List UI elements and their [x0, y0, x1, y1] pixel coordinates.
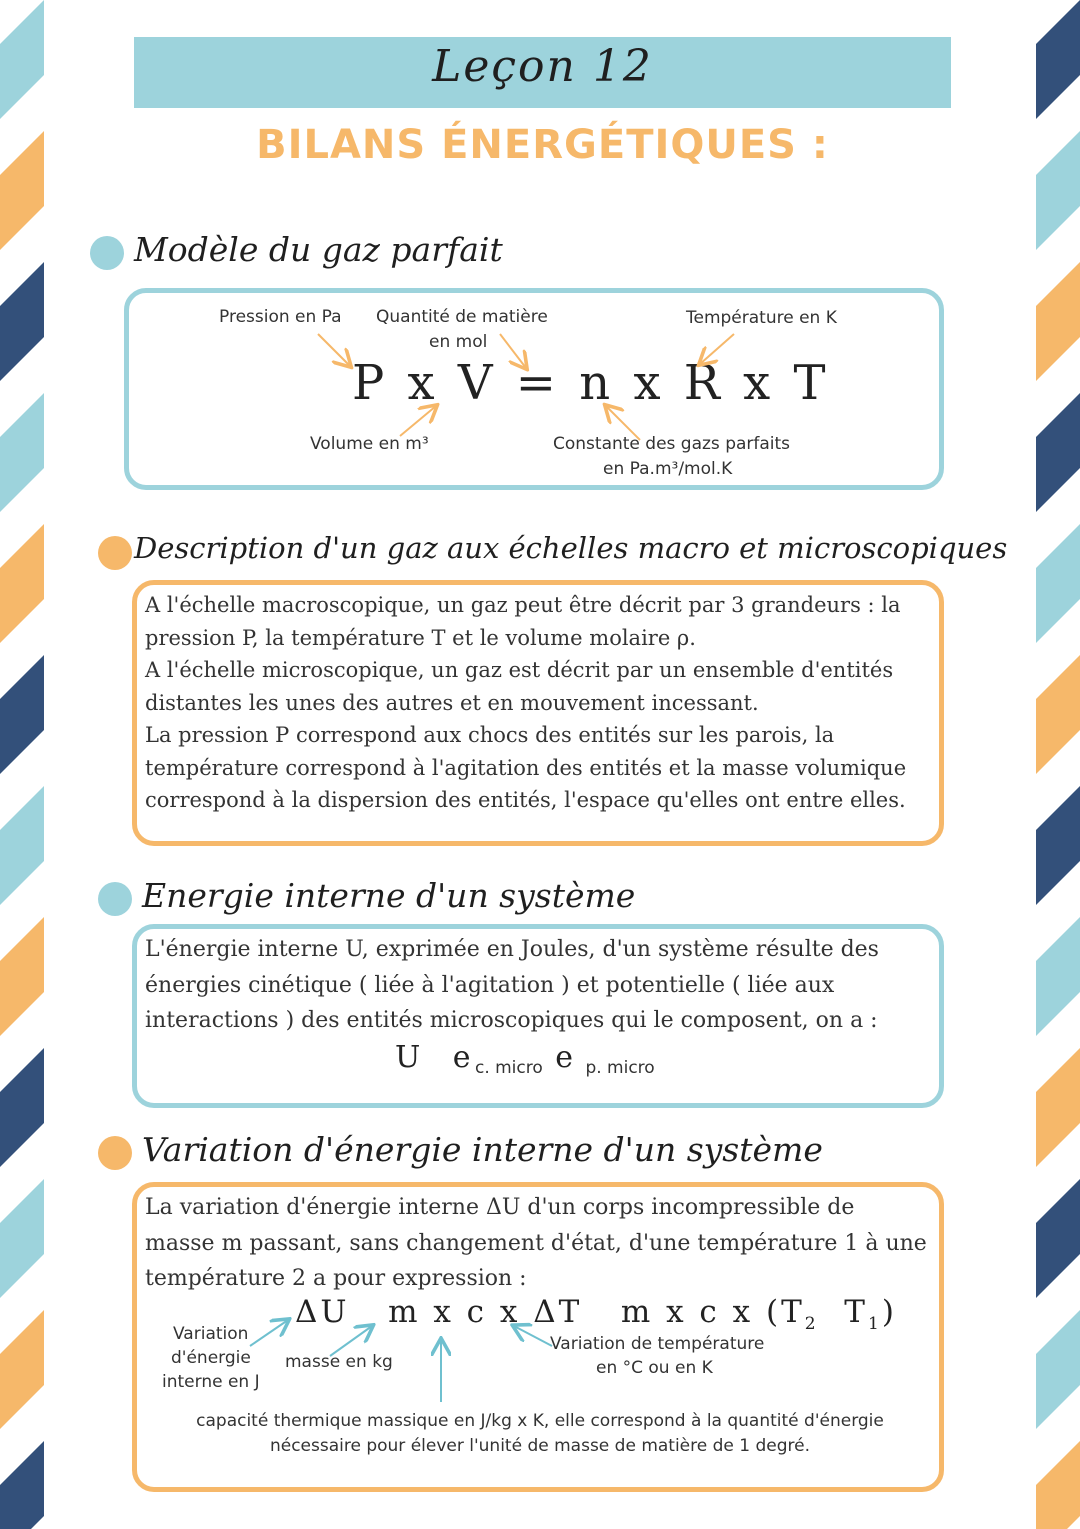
variation-label-line1: Variation [173, 1324, 249, 1344]
quantity-label-line1: Quantité de matière [376, 307, 548, 327]
stripe [0, 1048, 44, 1167]
internal-energy-paragraph: L'énergie interne U, exprimée en Joules, d'un système résulte des énergies cinétique ( liée à l'agitation ) et potentielle ( liée aux interactions ) des entités microscopiques qui le composent, on a : [145, 937, 879, 1033]
stripe [1036, 131, 1080, 250]
internal-energy-formula [395, 1040, 655, 1078]
quantity-label-line2: en mol [429, 332, 488, 352]
energy-variation-formula [295, 1294, 897, 1334]
stripe [1036, 1441, 1080, 1529]
stripe [0, 1441, 44, 1529]
title-banner [134, 37, 951, 108]
stripe [0, 131, 44, 250]
section-heading-energy-variation: Variation d'énergie interne d'un système [142, 1130, 823, 1169]
volume-label: Volume en m³ [310, 434, 429, 454]
formula-sub-potential: p. micro [585, 1058, 655, 1078]
gas-constant-label-line2: en Pa.m³/mol.K [603, 459, 733, 479]
micro-scale-paragraph: A l'échelle microscopique, un gaz est décrit par un ensemble d'entités distantes les unes des autres et en mouvement incessant. [145, 658, 894, 715]
formula-u: U [395, 1040, 421, 1075]
stripe [1036, 1310, 1080, 1429]
stripe [1036, 917, 1080, 1036]
formula-close: ) [881, 1294, 897, 1330]
formula-e-kinetic: e [452, 1040, 471, 1075]
stripe [1036, 0, 1080, 119]
stripe [0, 655, 44, 774]
section-heading-internal-energy: Energie interne d'un système [142, 876, 636, 915]
formula-e-potential: e [555, 1040, 573, 1075]
mass-label: masse en kg [285, 1352, 393, 1372]
section-bullet [90, 236, 124, 270]
left-stripe-border [0, 0, 44, 1529]
section-heading-ideal-gas: Modèle du gaz parfait [134, 230, 503, 269]
energy-variation-paragraph: La variation d'énergie interne ΔU d'un corps incompressible de masse m passant, sans changement d'état, d'une température 1 à une température 2 a pour expression : [145, 1195, 927, 1291]
macro-scale-paragraph: A l'échelle macroscopique, un gaz peut être décrit par 3 grandeurs : la pression P, la température T et le volume molaire ρ. [145, 593, 901, 650]
formula-main: ΔU m x c x ΔT m x c x (T [295, 1294, 805, 1330]
stripe [1036, 262, 1080, 381]
stripe [0, 524, 44, 643]
temperature-label: Température en K [686, 308, 837, 328]
pressure-temperature-paragraph: La pression P correspond aux chocs des entités sur les parois, la température correspond à l'agitation des entités et la masse volumique correspond à la dispersion des entités, l'espace qu'elles ont entre elles. [145, 723, 907, 812]
stripe [0, 262, 44, 381]
stripe [1036, 1179, 1080, 1298]
stripe [1036, 1048, 1080, 1167]
stripe [0, 1179, 44, 1298]
formula-sub-t1: 1 [867, 1314, 882, 1335]
section-bullet [98, 536, 132, 570]
stripe [0, 1310, 44, 1429]
ideal-gas-formula: P x V = n x R x T [352, 355, 830, 411]
pressure-label: Pression en Pa [219, 307, 342, 327]
stripe [0, 917, 44, 1036]
temperature-variation-label-line1: Variation de température [550, 1334, 765, 1354]
stripe [1036, 655, 1080, 774]
heat-capacity-label-line2: nécessaire pour élever l'unité de masse de matière de 1 degré. [269, 1436, 811, 1456]
stripe [0, 0, 44, 119]
gas-constant-label-line1: Constante des gazs parfaits [553, 434, 791, 454]
variation-label-line2: d'énergie [171, 1348, 251, 1368]
stripe [1036, 393, 1080, 512]
gas-description-text [145, 589, 925, 817]
section-bullet [98, 1136, 132, 1170]
stripe [1036, 524, 1080, 643]
section-bullet [98, 882, 132, 916]
stripe [1036, 786, 1080, 905]
formula-sub-kinetic: c. micro [474, 1058, 543, 1078]
lesson-title: Leçon 12 [432, 41, 653, 92]
stripe [0, 393, 44, 512]
main-title: BILANS ÉNERGÉTIQUES : [256, 122, 829, 168]
stripe [0, 786, 44, 905]
section-heading-gas-description: Description d'un gaz aux échelles macro et microscopiques [134, 531, 1008, 565]
formula-minus-t1: T [818, 1294, 868, 1330]
heat-capacity-label-line1: capacité thermique massique en J/kg x K, elle correspond à la quantité d'énergie [196, 1411, 884, 1431]
temperature-variation-label-line2: en °C ou en K [596, 1358, 713, 1378]
right-stripe-border [1036, 0, 1080, 1529]
formula-sub-t2: 2 [804, 1314, 819, 1335]
variation-label-line3: interne en J [162, 1372, 260, 1392]
